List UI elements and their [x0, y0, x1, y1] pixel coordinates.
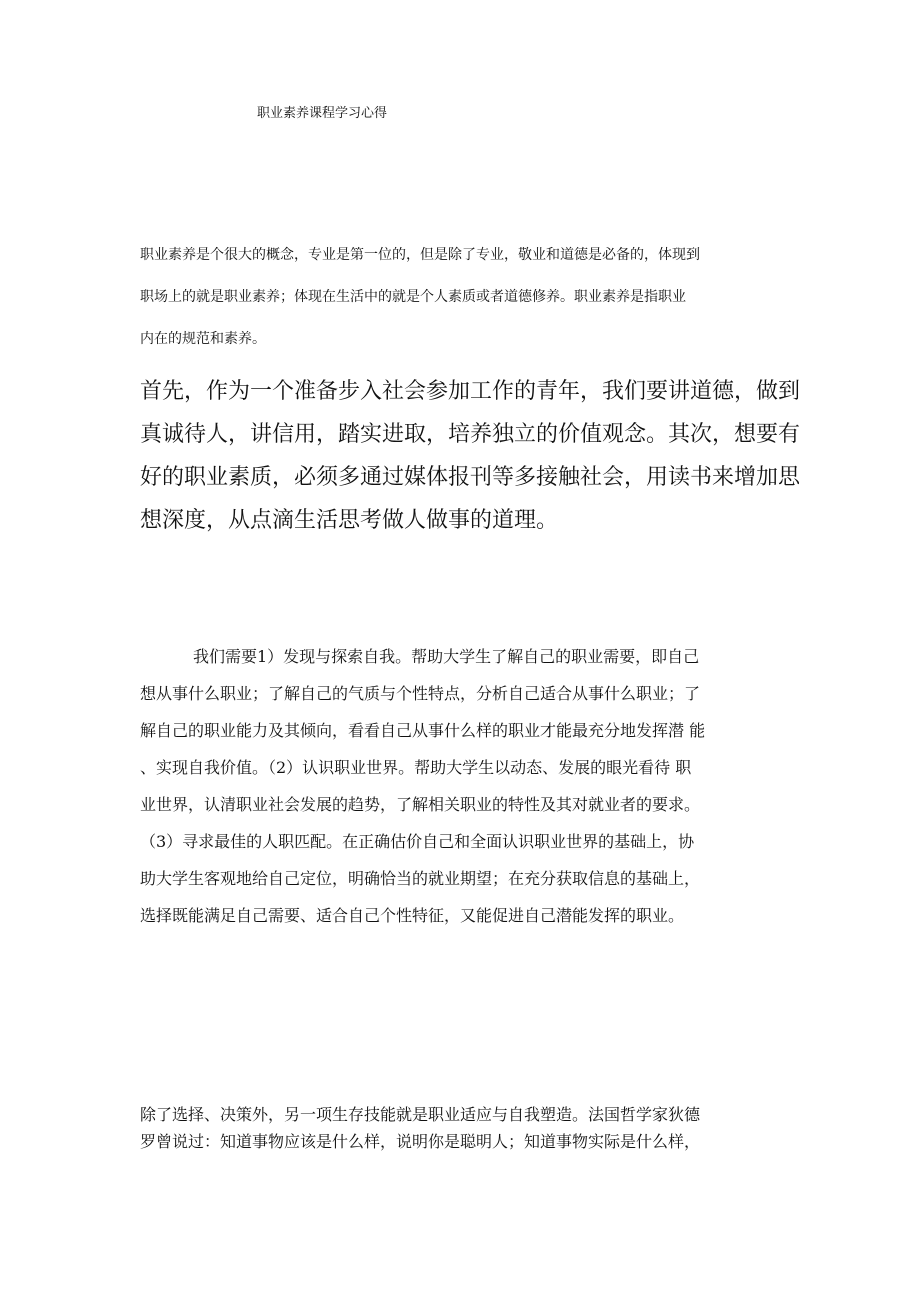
paragraph-line: 好的职业素质，必须多通过媒体报刊等多接触社会，用读书来增加思	[140, 465, 801, 490]
paragraph-line: 罗曾说过：知道事物应该是什么样，说明你是聪明人；知道事物实际是什么样，	[140, 1132, 701, 1151]
paragraph-line: 想深度，从点滴生活思考做人做事的道理。	[140, 508, 559, 533]
paragraph-line: 我们需要1）发现与探索自我。帮助大学生了解自己的职业需要，即自己	[193, 647, 700, 666]
paragraph-line: 、实现自我价值。（2）认识职业世界。帮助大学生以动态、发展的眼光看待 职	[140, 758, 692, 777]
paragraph-intro	[140, 234, 700, 360]
paragraph-adaptation	[140, 1101, 700, 1155]
paragraph-line: 首先，作为一个准备步入社会参加工作的青年，我们要讲道德，做到	[140, 379, 801, 404]
paragraph-line: 想从事什么职业；了解自己的气质与个性特点，分析自己适合从事什么职业；了	[140, 684, 701, 703]
paragraph-line: 真诚待人，讲信用，踏实进取，培养独立的价值观念。其次，想要有	[140, 422, 801, 447]
paragraph-line: 业世界，认清职业社会发展的趋势，了解相关职业的特性及其对就业者的要求。	[140, 795, 701, 814]
paragraph-line: 职业素养是个很大的概念，专业是第一位的，但是除了专业，敬业和道德是必备的，体现到	[140, 247, 700, 263]
paragraph-line: 选择既能满足自己需要、适合自己个性特征，又能促进自己潜能发挥的职业。	[140, 906, 685, 925]
paragraph-ethics	[140, 370, 800, 542]
paragraph-line: 除了选择、决策外，另一项生存技能就是职业适应与自我塑造。法国哲学家狄德	[140, 1105, 701, 1124]
paragraph-line: 助大学生客观地给自己定位，明确恰当的就业期望；在充分获取信息的基础上，	[140, 869, 701, 888]
paragraph-line: 解自己的职业能力及其倾向，看看自己从事什么样的职业才能最充分地发挥潜 能	[140, 721, 706, 740]
paragraph-line: 内在的规范和素养。	[140, 331, 266, 347]
paragraph-line: （3）寻求最佳的人职匹配。在正确估价自己和全面认识职业世界的基础上，协	[140, 832, 695, 851]
document-title: 职业素养课程学习心得	[257, 106, 388, 121]
paragraph-needs	[140, 638, 705, 934]
paragraph-line: 职场上的就是职业素养；体现在生活中的就是个人素质或者道德修养。职业素养是指职业	[140, 289, 686, 305]
